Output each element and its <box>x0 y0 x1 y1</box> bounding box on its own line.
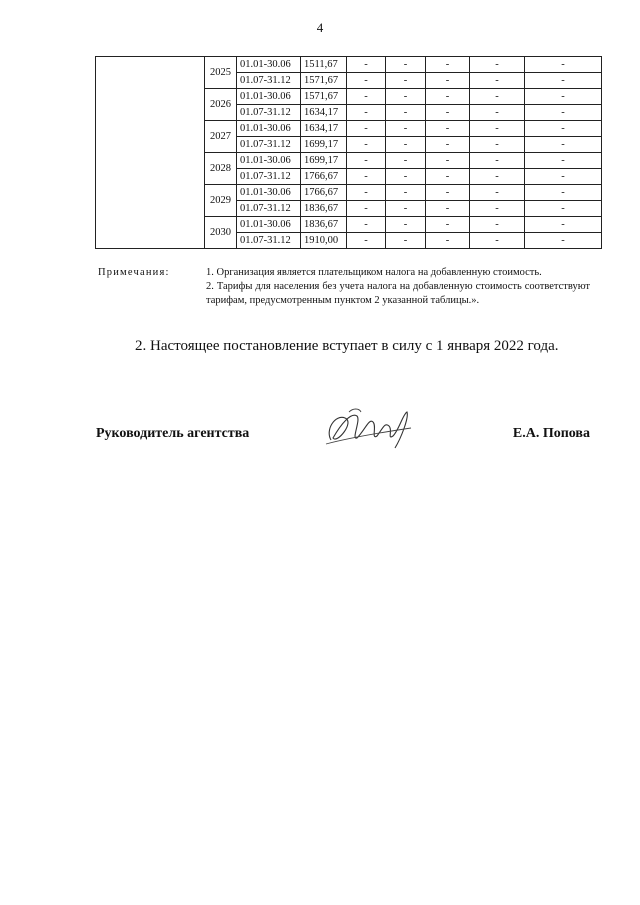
dash-cell: - <box>426 153 470 169</box>
tariff-value-cell: 1699,17 <box>301 137 347 153</box>
tariff-value-cell: 1634,17 <box>301 121 347 137</box>
notes-body <box>206 266 590 308</box>
period-cell: 01.07-31.12 <box>237 201 301 217</box>
page-number: 4 <box>316 20 324 35</box>
dash-cell: - <box>347 233 386 249</box>
dash-cell: - <box>525 217 602 233</box>
tariff-value-cell: 1571,67 <box>301 89 347 105</box>
period-cell: 01.01-30.06 <box>237 57 301 73</box>
dash-cell: - <box>347 169 386 185</box>
dash-cell: - <box>347 73 386 89</box>
dash-cell: - <box>470 57 525 73</box>
dash-cell: - <box>386 153 426 169</box>
dash-cell: - <box>470 121 525 137</box>
dash-cell: - <box>470 89 525 105</box>
dash-cell: - <box>386 217 426 233</box>
tariff-value-cell: 1511,67 <box>301 57 347 73</box>
notes-label: Примечания: <box>98 267 170 278</box>
year-cell: 2029 <box>205 185 237 217</box>
tariff-value-cell: 1766,67 <box>301 185 347 201</box>
tariff-value-cell: 1699,17 <box>301 153 347 169</box>
dash-cell: - <box>426 217 470 233</box>
dash-cell: - <box>386 57 426 73</box>
table-row <box>96 57 602 73</box>
period-cell: 01.07-31.12 <box>237 137 301 153</box>
dash-cell: - <box>426 73 470 89</box>
dash-cell: - <box>525 89 602 105</box>
dash-cell: - <box>525 121 602 137</box>
dash-cell: - <box>386 73 426 89</box>
period-cell: 01.01-30.06 <box>237 153 301 169</box>
year-cell: 2026 <box>205 89 237 121</box>
dash-cell: - <box>525 153 602 169</box>
dash-cell: - <box>426 89 470 105</box>
dash-cell: - <box>347 89 386 105</box>
tariff-table-body <box>96 57 602 249</box>
dash-cell: - <box>426 169 470 185</box>
period-cell: 01.07-31.12 <box>237 169 301 185</box>
period-cell: 01.01-30.06 <box>237 89 301 105</box>
signature-block <box>96 400 590 460</box>
dash-cell: - <box>525 137 602 153</box>
note-item: 2. Тарифы для населения без учета налога на добавленную стоимость соответствуют тарифам, предусмотренным пунктом 2 указанной таблицы.». <box>206 281 590 306</box>
dash-cell: - <box>386 89 426 105</box>
dash-cell: - <box>386 233 426 249</box>
dash-cell: - <box>426 185 470 201</box>
dash-cell: - <box>426 121 470 137</box>
dash-cell: - <box>347 105 386 121</box>
period-cell: 01.07-31.12 <box>237 233 301 249</box>
dash-cell: - <box>347 121 386 137</box>
period-cell: 01.01-30.06 <box>237 185 301 201</box>
dash-cell: - <box>347 153 386 169</box>
tariff-value-cell: 1836,67 <box>301 201 347 217</box>
dash-cell: - <box>347 137 386 153</box>
dash-cell: - <box>386 137 426 153</box>
dash-cell: - <box>347 185 386 201</box>
dash-cell: - <box>426 105 470 121</box>
dash-cell: - <box>470 233 525 249</box>
dash-cell: - <box>426 137 470 153</box>
dash-cell: - <box>470 153 525 169</box>
dash-cell: - <box>470 201 525 217</box>
dash-cell: - <box>347 201 386 217</box>
dash-cell: - <box>470 105 525 121</box>
year-cell: 2030 <box>205 217 237 249</box>
empty-cell <box>96 57 205 249</box>
dash-cell: - <box>525 57 602 73</box>
dash-cell: - <box>470 137 525 153</box>
dash-cell: - <box>525 169 602 185</box>
dash-cell: - <box>426 201 470 217</box>
dash-cell: - <box>470 73 525 89</box>
tariff-value-cell: 1766,67 <box>301 169 347 185</box>
note-item: 1. Организация является плательщиком налога на добавленную стоимость. <box>206 267 542 278</box>
handwritten-signature <box>321 400 416 455</box>
tariff-table <box>95 56 602 249</box>
year-cell: 2027 <box>205 121 237 153</box>
tariff-value-cell: 1910,00 <box>301 233 347 249</box>
dash-cell: - <box>525 185 602 201</box>
period-cell: 01.01-30.06 <box>237 121 301 137</box>
dash-cell: - <box>386 105 426 121</box>
dash-cell: - <box>386 169 426 185</box>
dash-cell: - <box>347 217 386 233</box>
tariff-value-cell: 1571,67 <box>301 73 347 89</box>
dash-cell: - <box>525 233 602 249</box>
dash-cell: - <box>470 185 525 201</box>
period-cell: 01.07-31.12 <box>237 105 301 121</box>
dash-cell: - <box>525 105 602 121</box>
dash-cell: - <box>470 217 525 233</box>
period-cell: 01.07-31.12 <box>237 73 301 89</box>
dash-cell: - <box>525 201 602 217</box>
dash-cell: - <box>525 73 602 89</box>
year-cell: 2025 <box>205 57 237 89</box>
notes-section <box>98 266 590 308</box>
tariff-value-cell: 1836,67 <box>301 217 347 233</box>
dash-cell: - <box>386 121 426 137</box>
signatory-title: Руководитель агентства <box>96 426 250 441</box>
signatory-name: Е.А. Попова <box>512 426 590 441</box>
dash-cell: - <box>386 185 426 201</box>
tariff-value-cell: 1634,17 <box>301 105 347 121</box>
dash-cell: - <box>470 169 525 185</box>
year-cell: 2028 <box>205 153 237 185</box>
dash-cell: - <box>347 57 386 73</box>
dash-cell: - <box>426 233 470 249</box>
dash-cell: - <box>426 57 470 73</box>
dash-cell: - <box>386 201 426 217</box>
decree-clause: 2. Настоящее постановление вступает в силу с 1 января 2022 года. <box>135 338 559 354</box>
period-cell: 01.01-30.06 <box>237 217 301 233</box>
